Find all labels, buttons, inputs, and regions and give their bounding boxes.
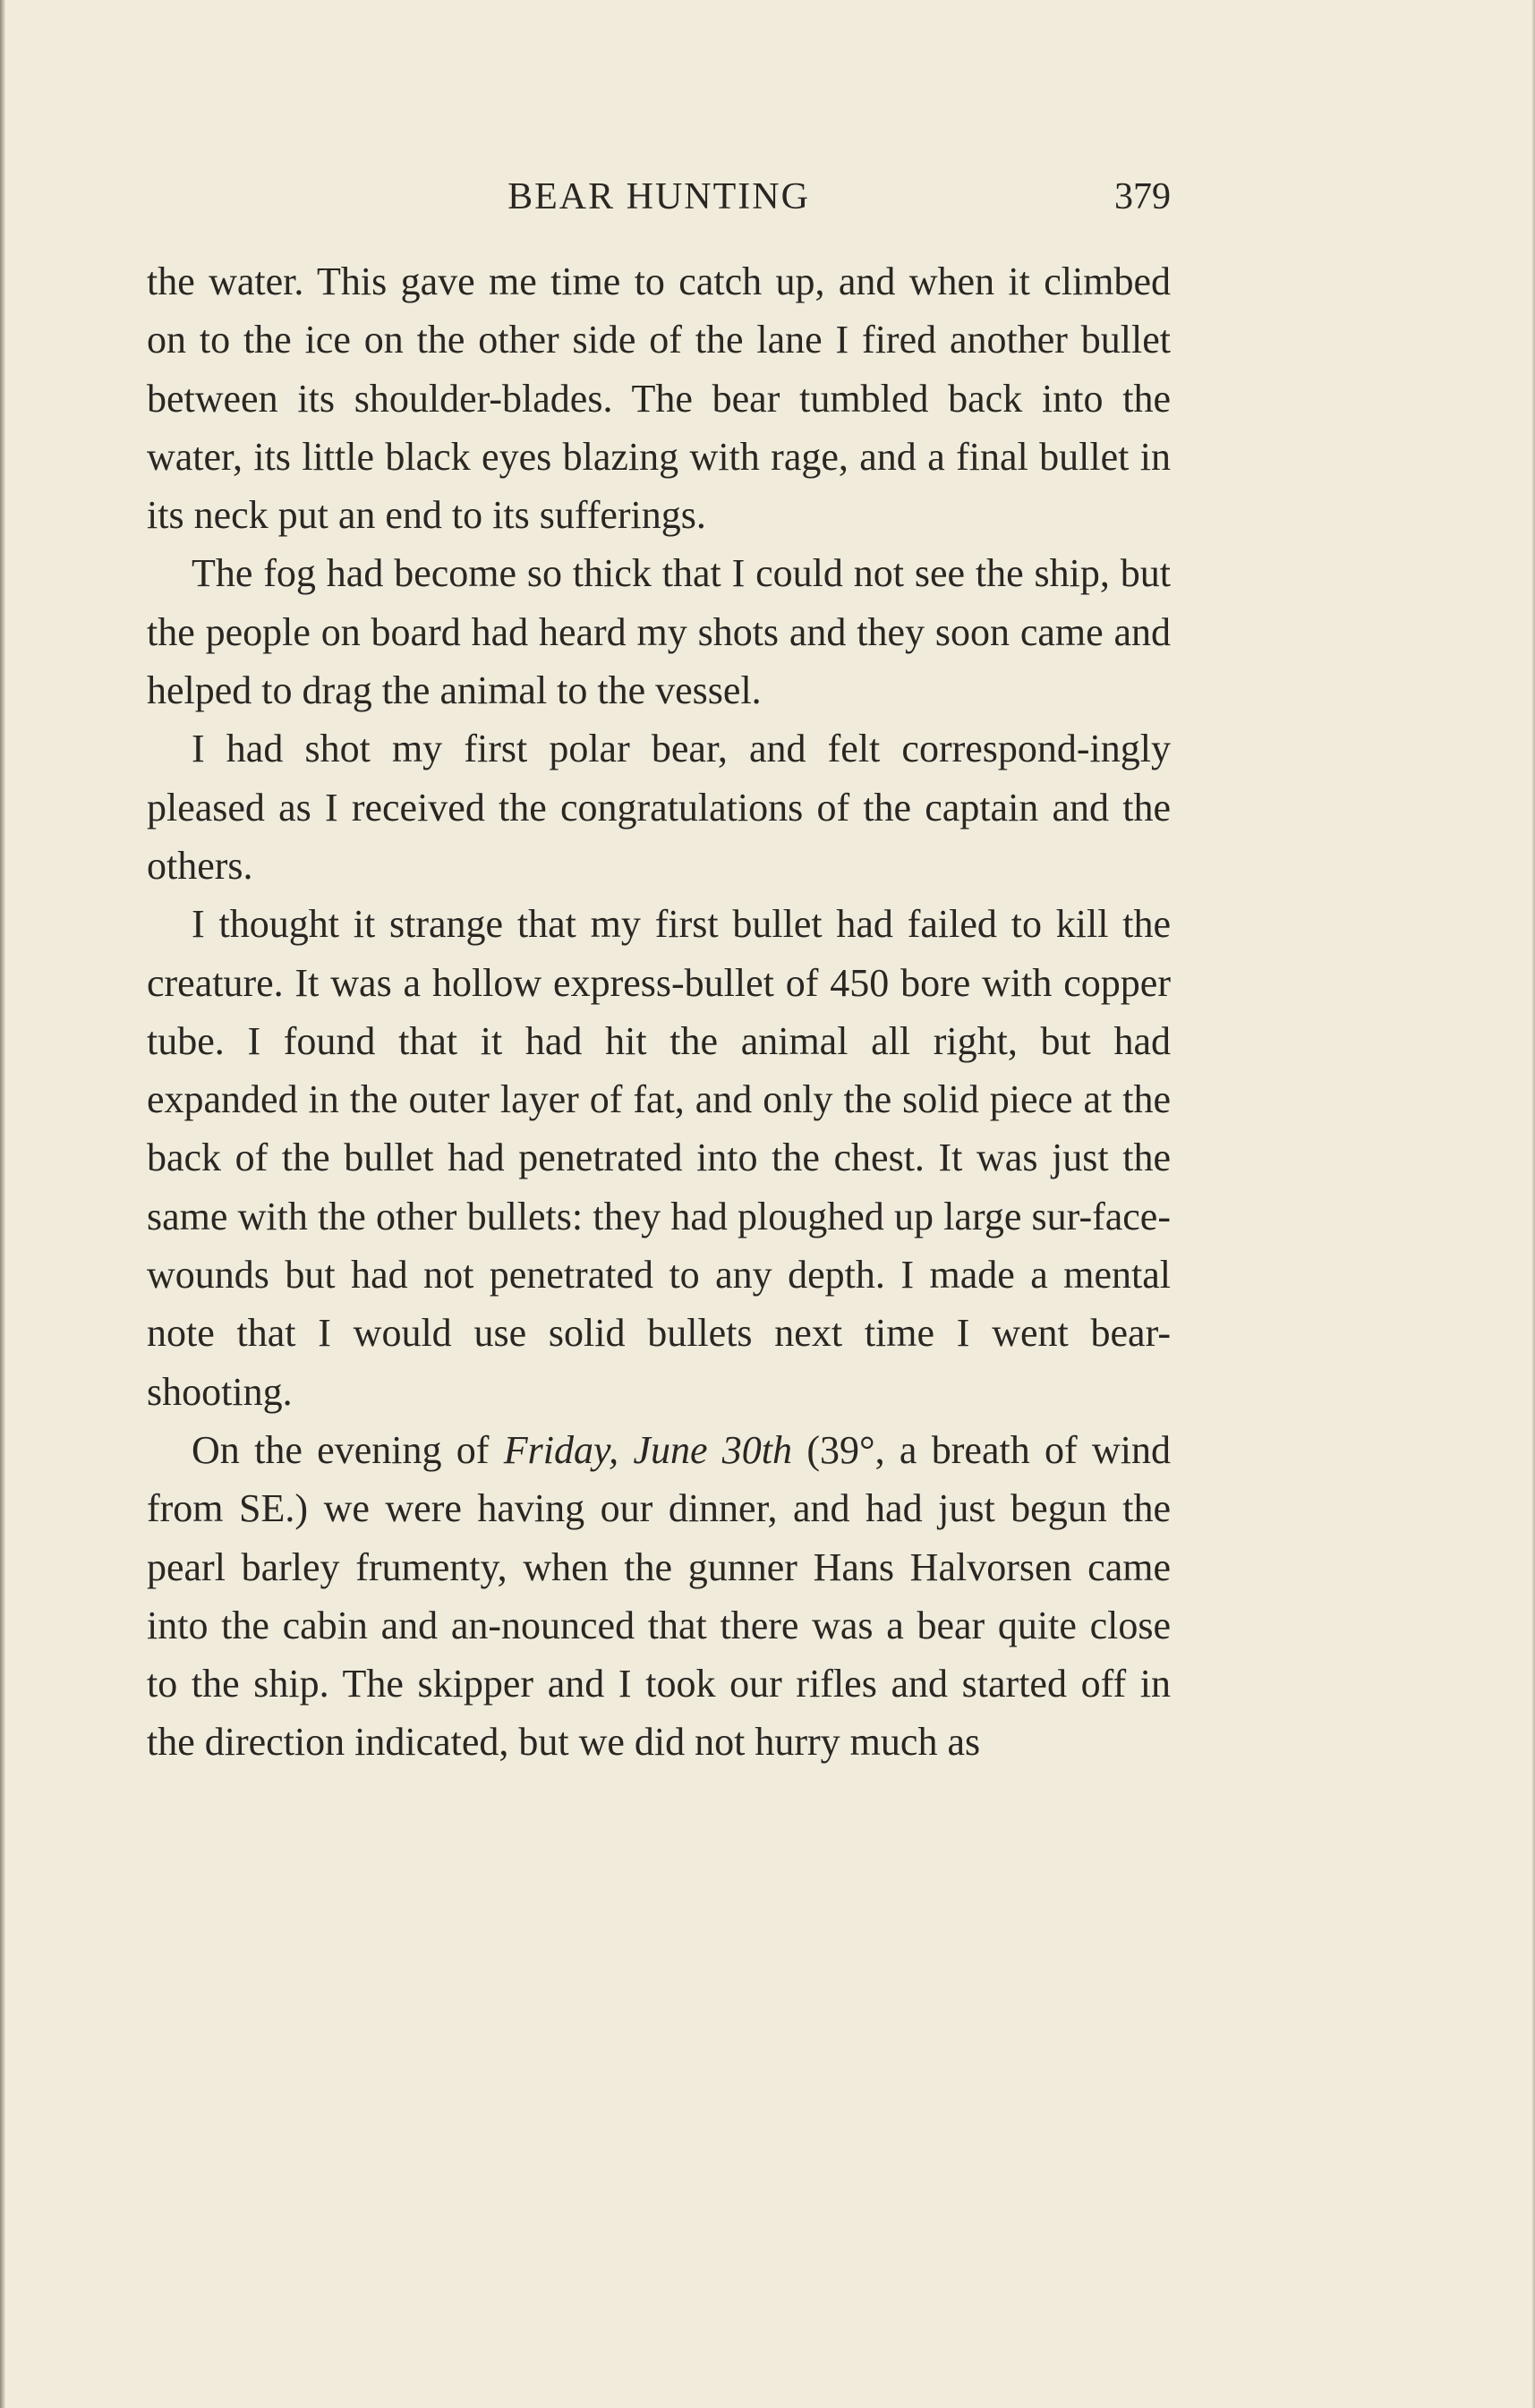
paragraph-5-date: Friday, June 30th (503, 1427, 793, 1472)
paragraph-5-rest: (39°, a breath of wind from SE.) we were having our dinner, and had just begun the pearl barley frumenty, when the gunner Hans Halvorsen came into the cabin and an-nounced that there was a bear quite close to the ship. The skipper and I took our rifles and started off in the direction indicated, but we did not hurry much as (147, 1427, 1172, 1765)
page-header (147, 170, 1171, 224)
paragraph-3: I had shot my first polar bear, and felt correspond-ingly pleased as I received the congratulations of the captain and the others. (147, 727, 1171, 888)
body-text (147, 252, 1171, 1772)
paragraph-5-start: On the evening of (192, 1427, 504, 1472)
page-edge-right (1531, 0, 1535, 2408)
paragraph-4: I thought it strange that my first bullet had failed to kill the creature. It was a hollow express-bullet of 450 bore with copper tube. I found that it had hit the animal all right, but had expanded in the outer layer of fat, and only the solid piece at the back of the bullet had penetrated into the chest. It was just the same with the other bullets: they had ploughed up large sur-face-wounds but had not penetrated to any depth. I made a mental note that I would use solid bullets next time I went bear-shooting. (147, 902, 1171, 1414)
running-head: BEAR HUNTING (507, 176, 810, 217)
paragraph-1: the water. This gave me time to catch up, and when it climbed on to the ice on the other side of the lane I fired another bullet between its shoulder-blades. The bear tumbled back into the water, its little black eyes blazing with rage, and a final bullet in its neck put an end to its sufferings. (147, 260, 1171, 538)
paragraph-5 (147, 1421, 1171, 1772)
page-edge-left (0, 0, 5, 2408)
paragraph-2: The fog had become so thick that I could not see the ship, but the people on board had heard my shots and they soon came and helped to drag the animal to the vessel. (147, 551, 1171, 713)
page-number: 379 (1114, 176, 1171, 217)
